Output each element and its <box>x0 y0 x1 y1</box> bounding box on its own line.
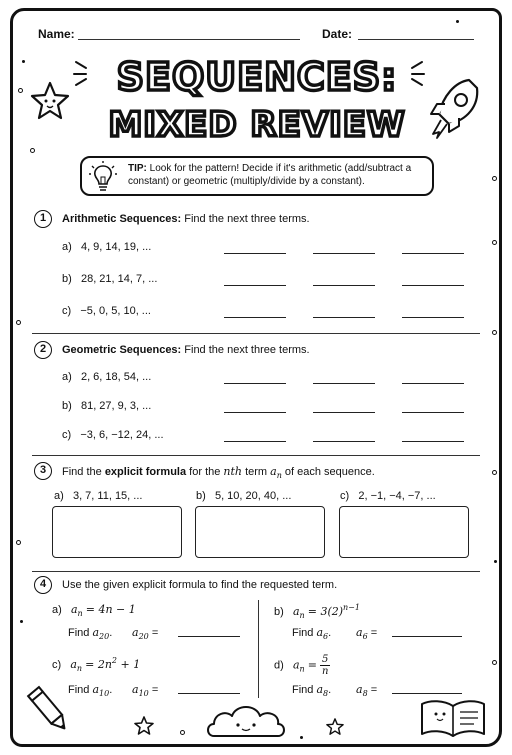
answer-blank[interactable] <box>402 317 464 318</box>
answer-blank[interactable] <box>402 285 464 286</box>
answer-blank[interactable] <box>392 636 462 637</box>
name-field[interactable] <box>78 39 300 40</box>
column-divider <box>258 600 259 698</box>
section-2-title: Geometric Sequences: Find the next three terms. <box>62 344 310 356</box>
decor-dot <box>20 620 23 623</box>
decor-dot <box>492 660 497 665</box>
decor-dot <box>16 320 21 325</box>
section-divider <box>32 571 480 572</box>
answer-blank[interactable] <box>313 412 375 413</box>
decor-dot <box>300 736 303 739</box>
name-label: Name: <box>38 27 75 41</box>
section-4-answer-label-d: $a_8$ = <box>356 683 378 698</box>
tip-label: TIP: <box>128 163 147 174</box>
title-line-1: SEQUENCES: <box>116 55 398 99</box>
decor-dot <box>492 330 497 335</box>
decor-dot <box>22 60 25 63</box>
tip-box <box>80 156 434 196</box>
answer-blank[interactable] <box>224 383 286 384</box>
answer-blank[interactable] <box>224 253 286 254</box>
section-divider <box>32 333 480 334</box>
section-4-problem-a: a) $a_n = 4n - 1$ <box>52 603 136 618</box>
decor-dot <box>492 470 497 475</box>
section-4-problem-d: d) $a_n$ = $\frac{5}{n}$ <box>274 654 329 677</box>
section-2-problem-c: c) −3, 6, −12, 24, ... <box>62 429 164 441</box>
answer-box[interactable] <box>195 506 325 558</box>
section-3-problem-c: c) 2, −1, −4, −7, ... <box>340 490 436 502</box>
answer-blank[interactable] <box>313 441 375 442</box>
book-icon <box>418 696 488 740</box>
decor-dot <box>180 730 185 735</box>
section-4-find-c: Find $a_{10}$. <box>68 683 113 698</box>
decor-dot <box>492 240 497 245</box>
answer-blank[interactable] <box>402 253 464 254</box>
answer-blank[interactable] <box>224 441 286 442</box>
section-4-answer-label-c: $a_{10}$ = <box>132 683 159 698</box>
sparkle-icon <box>400 58 426 88</box>
section-1-problem-c: c) −5, 0, 5, 10, ... <box>62 305 151 317</box>
section-1-title: Arithmetic Sequences: Find the next three terms. <box>62 213 310 225</box>
answer-blank[interactable] <box>313 285 375 286</box>
answer-blank[interactable] <box>402 383 464 384</box>
section-2-number: 2 <box>34 341 52 359</box>
star-icon <box>28 80 72 122</box>
answer-blank[interactable] <box>178 636 240 637</box>
decor-dot <box>16 540 21 545</box>
section-1-problem-a: a) 4, 9, 14, 19, ... <box>62 241 152 253</box>
answer-blank[interactable] <box>224 285 286 286</box>
section-4-answer-label-b: $a_6$ = <box>356 626 378 641</box>
section-4-title: Use the given explicit formula to find the requested term. <box>62 579 338 591</box>
answer-blank[interactable] <box>224 317 286 318</box>
answer-blank[interactable] <box>392 693 462 694</box>
sparkle-icon <box>72 58 98 88</box>
section-1-number: 1 <box>34 210 52 228</box>
section-4-number: 4 <box>34 576 52 594</box>
star-icon <box>326 718 344 736</box>
decor-dot <box>30 148 35 153</box>
answer-box[interactable] <box>52 506 182 558</box>
section-4-problem-c: c) $a_n = 2n^2 + 1$ <box>52 656 141 673</box>
tip-text: Look for the pattern! Decide if it's arithmetic (add/subtract a constant) or geometric (multiply/divide by a constant). <box>128 163 412 187</box>
section-1-problem-b: b) 28, 21, 14, 7, ... <box>62 273 158 285</box>
answer-blank[interactable] <box>402 412 464 413</box>
section-4-find-d: Find $a_8$. <box>292 683 332 698</box>
section-3-title: Find the explicit formula for the nth term $a_n$ of each sequence. <box>62 465 375 480</box>
pencil-icon <box>24 682 74 738</box>
section-2-problem-b: b) 81, 27, 9, 3, ... <box>62 400 152 412</box>
answer-blank[interactable] <box>178 693 240 694</box>
answer-blank[interactable] <box>313 383 375 384</box>
answer-blank[interactable] <box>313 253 375 254</box>
star-icon <box>134 716 154 736</box>
answer-blank[interactable] <box>313 317 375 318</box>
decor-dot <box>494 560 497 563</box>
answer-blank[interactable] <box>224 412 286 413</box>
section-3-problem-b: b) 5, 10, 20, 40, ... <box>196 490 292 502</box>
rocket-icon <box>425 74 483 146</box>
section-divider <box>32 455 480 456</box>
section-2-problem-a: a) 2, 6, 18, 54, ... <box>62 371 152 383</box>
cloud-icon <box>204 700 288 740</box>
answer-blank[interactable] <box>402 441 464 442</box>
date-label: Date: <box>322 27 353 41</box>
fraction: $\frac{5}{n}$ <box>321 654 329 677</box>
section-4-find-a: Find $a_{20}$. <box>68 626 113 641</box>
lightbulb-icon <box>88 160 118 194</box>
decor-dot <box>456 20 459 23</box>
section-3-problem-a: a) 3, 7, 11, 15, ... <box>54 490 143 502</box>
decor-dot <box>492 176 497 181</box>
section-4-answer-label-a: $a_{20}$ = <box>132 626 159 641</box>
decor-dot <box>18 88 23 93</box>
section-3-number: 3 <box>34 462 52 480</box>
section-4-problem-b: b) $a_n = 3(2)^{n-1}$ <box>274 603 360 620</box>
date-field[interactable] <box>358 39 474 40</box>
title-line-2: MIXED REVIEW <box>108 105 406 145</box>
page-title <box>95 50 420 150</box>
section-4-find-b: Find $a_6$. <box>292 626 332 641</box>
answer-box[interactable] <box>339 506 469 558</box>
